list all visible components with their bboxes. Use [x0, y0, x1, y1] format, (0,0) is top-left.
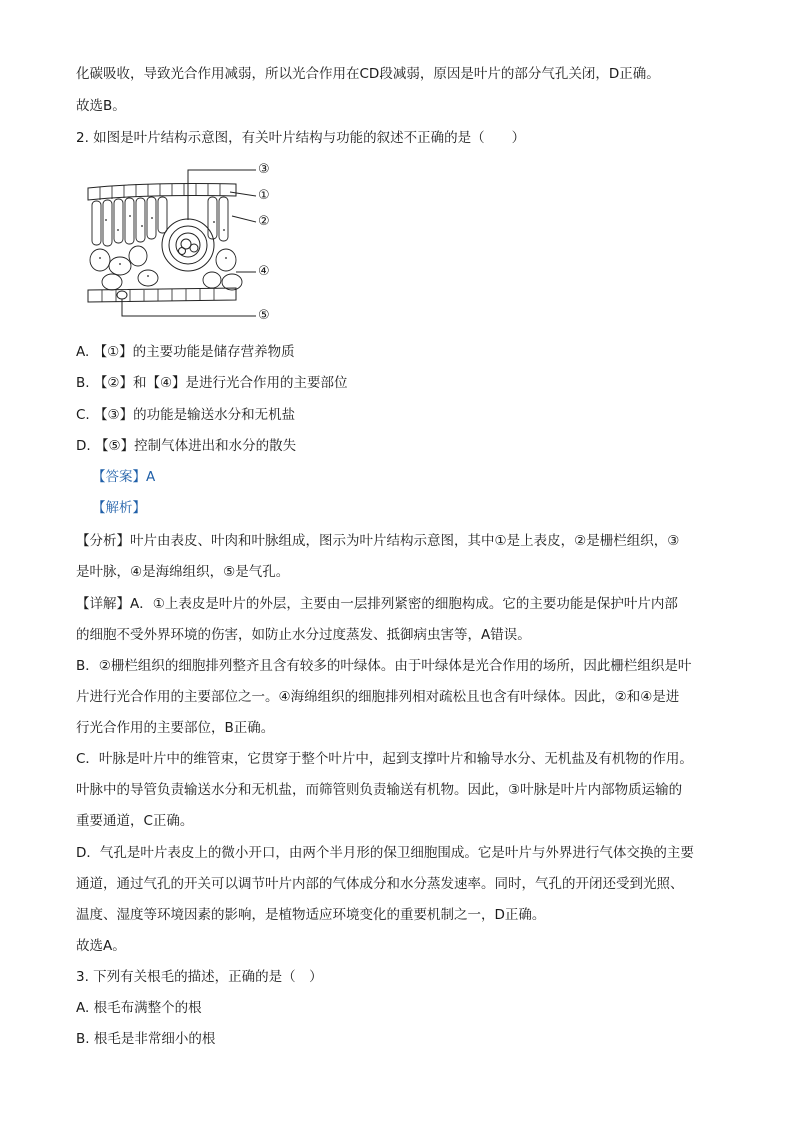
option-c: C. 【③】的功能是输送水分和无机盐 [76, 407, 296, 423]
answer-heading: 【答案】A [92, 469, 156, 485]
question-stem: 3. 下列有关根毛的描述，正确的是（ ） [76, 969, 323, 985]
paragraph-line: 是叶脉，④是海绵组织，⑤是气孔。 [76, 564, 290, 580]
paragraph-line: 通道，通过气孔的开关可以调节叶片内部的气体成分和水分蒸发速率。同时，气孔的开闭还受到光照、 [76, 876, 684, 892]
option-a: A. 根毛布满整个的根 [76, 1000, 202, 1016]
paragraph-line: C．叶脉是叶片中的维管束，它贯穿于整个叶片中，起到支撑叶片和输导水分、无机盐及有机物的作用。 [76, 751, 693, 767]
diagram-label: ① [258, 188, 270, 203]
option-b: B. 根毛是非常细小的根 [76, 1031, 216, 1047]
option-a: A. 【①】的主要功能是储存营养物质 [76, 344, 295, 360]
paragraph-line: 重要通道，C正确。 [76, 813, 194, 829]
paragraph-line: D．气孔是叶片表皮上的微小开口，由两个半月形的保卫细胞围成。它是叶片与外界进行气体交换的主要 [76, 845, 694, 861]
paragraph-line: 故选A。 [76, 938, 126, 954]
paragraph-line: 叶脉中的导管负责输送水分和无机盐，而筛管则负责输送有机物。因此，③叶脉是叶片内部物质运输的 [76, 782, 683, 798]
question-stem: 2. 如图是叶片结构示意图，有关叶片结构与功能的叙述不正确的是（ ） [76, 130, 526, 146]
paragraph-line: 行光合作用的主要部位，B正确。 [76, 720, 275, 736]
option-b: B. 【②】和【④】是进行光合作用的主要部位 [76, 375, 348, 391]
paragraph-line: B．②栅栏组织的细胞排列整齐且含有较多的叶绿体。由于叶绿体是光合作用的场所，因此栅栏组织是叶 [76, 658, 692, 674]
paragraph-line: 【详解】A．①上表皮是叶片的外层，主要由一层排列紧密的细胞构成。它的主要功能是保护叶片内部 [76, 596, 678, 612]
paragraph-line: 温度、湿度等环境因素的影响，是植物适应环境变化的重要机制之一，D正确。 [76, 907, 546, 923]
paragraph-line: 片进行光合作用的主要部位之一。④海绵组织的细胞排列相对疏松且也含有叶绿体。因此，②和④是进 [76, 689, 680, 705]
diagram-label: ⑤ [258, 308, 270, 323]
option-d: D. 【⑤】控制气体进出和水分的散失 [76, 438, 297, 454]
leaf-structure-diagram [86, 160, 286, 328]
analysis-heading: 【解析】 [92, 500, 146, 516]
diagram-label: ④ [258, 264, 270, 279]
diagram-label: ③ [258, 162, 270, 177]
paragraph-line: 化碳吸收，导致光合作用减弱，所以光合作用在CD段减弱，原因是叶片的部分气孔关闭，D正确。 [76, 66, 660, 82]
paragraph-line: 的细胞不受外界环境的伤害，如防止水分过度蒸发、抵御病虫害等，A错误。 [76, 627, 531, 643]
diagram-label: ② [258, 214, 270, 229]
paragraph-line: 【分析】叶片由表皮、叶肉和叶脉组成，图示为叶片结构示意图，其中①是上表皮，②是栅栏组织，③ [76, 533, 680, 549]
paragraph-line: 故选B。 [76, 98, 126, 114]
